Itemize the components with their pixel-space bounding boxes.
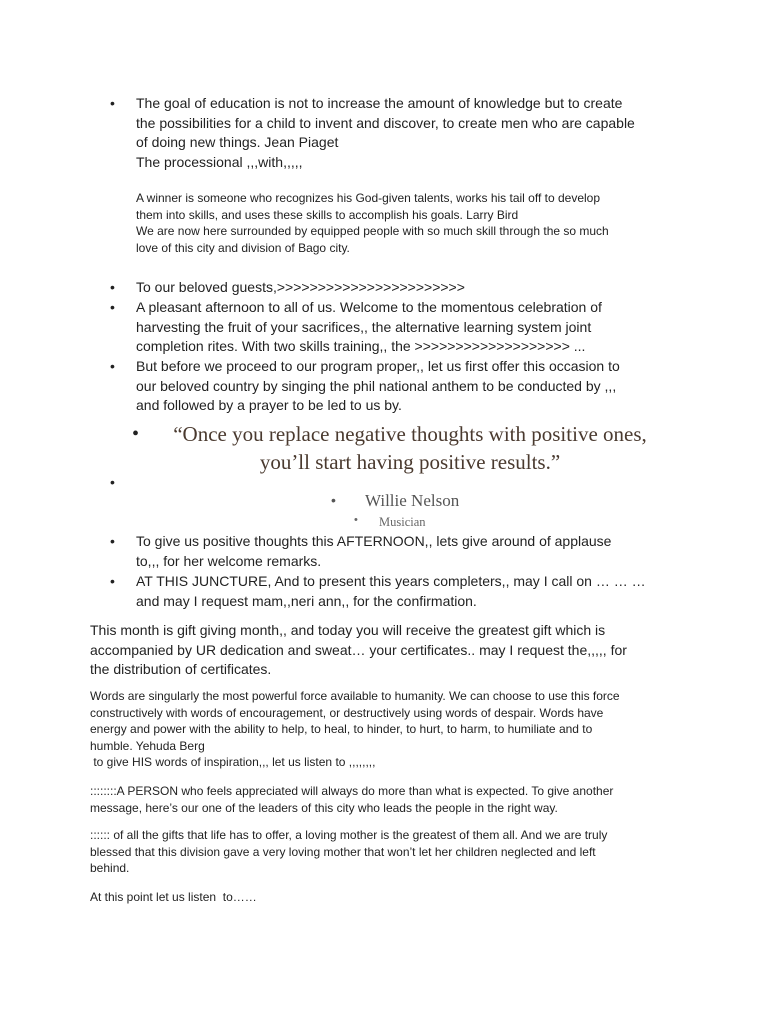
text-line: constructively with words of encouragement, or destructively using words of despair. Words have <box>90 705 604 720</box>
text-line: The processional ,,,with,,,,, <box>136 153 303 170</box>
text-line: • To our beloved guests,>>>>>>>>>>>>>>>>>>>>>>> <box>136 279 465 295</box>
nelson-quote <box>130 420 690 476</box>
text-line: blessed that this division gave a very loving mother that won’t let her children neglected and left <box>90 844 596 859</box>
quote-bullet-icon: • <box>132 423 140 445</box>
paragraph-listen: At this point let us listen to…… <box>90 890 257 904</box>
text-line: harvesting the fruit of your sacrifices,, the alternative learning system joint <box>136 318 592 335</box>
text-line: Words are singularly the most powerful force available to humanity. We can choose to use this force <box>90 689 620 703</box>
text-line: completion rites. With two skills training,, the >>>>>>>>>>>>>>>>>>> ... <box>136 338 586 354</box>
text-line: love of this city and division of Bago city. <box>136 240 350 255</box>
quote-author: Willie Nelson <box>365 491 460 510</box>
paragraph-appreciated <box>90 783 690 816</box>
text-line: • A pleasant afternoon to all of us. Welcome to the momentous celebration of <box>136 299 602 315</box>
list-item-proceed <box>136 357 696 416</box>
list-item-piaget <box>136 94 696 172</box>
text-line: • To give us positive thoughts this AFTERNOON,, lets give around of applause <box>136 533 612 549</box>
text-line: the possibilities for a child to invent and discover, to create men who are capable <box>136 114 635 131</box>
text-line: This month is gift giving month,, and today you will receive the greatest gift which is <box>90 622 606 638</box>
text-line: our beloved country by singing the phil national anthem to be conducted by ,,, <box>136 377 617 394</box>
text-line: them into skills, and uses these skills to accomplish his goals. Larry Bird <box>136 207 519 222</box>
list-item-positive <box>136 532 696 571</box>
text-line: We are now here surrounded by equipped people with so much skill through the so much <box>136 224 609 238</box>
list-item-guests <box>136 278 696 298</box>
list-item-juncture <box>136 572 696 611</box>
quote-line: you’ll start having positive results.” <box>259 450 561 474</box>
paragraph-gift <box>90 621 690 680</box>
text-line: and may I request mam,,neri ann,, for the confirmation. <box>136 592 477 609</box>
role-bullet-icon: • <box>354 514 358 526</box>
text-line: humble. Yehuda Berg <box>90 738 205 753</box>
empty-bullet-icon: • <box>110 474 115 490</box>
text-line: and followed by a prayer to be led to us by. <box>136 397 402 413</box>
text-line: to give HIS words of inspiration,,, let us listen to ,,,,,,,, <box>90 755 376 769</box>
list-item-pleasant <box>136 298 696 357</box>
paragraph-words <box>90 688 690 771</box>
text-line: the distribution of certificates. <box>90 661 272 677</box>
author-bullet-icon: • <box>331 492 336 508</box>
paragraph-mother <box>90 827 690 877</box>
text-line: • But before we proceed to our program proper,, let us first offer this occasion to <box>136 358 620 374</box>
text-line: of doing new things. Jean Piaget <box>136 134 339 150</box>
text-line: A winner is someone who recognizes his God-given talents, works his tail off to develop <box>136 191 601 205</box>
quote-author-role: Musician <box>379 515 426 529</box>
bird-quote-block <box>136 190 696 256</box>
text-line: • The goal of education is not to increase the amount of knowledge but to create <box>136 95 623 111</box>
text-line: ::::::::A PERSON who feels appreciated will always do more than what is expected. To give another <box>90 784 614 798</box>
text-line: to,,, for her welcome remarks. <box>136 552 322 569</box>
text-line: :::::: of all the gifts that life has to offer, a loving mother is the greatest of them all. And we are truly <box>90 828 608 842</box>
text-line: • AT THIS JUNCTURE, And to present this years completers,, may I call on … … … <box>136 573 646 589</box>
text-line: behind. <box>90 861 130 875</box>
text-line: energy and power with the ability to help, to heal, to hinder, to hurt, to harm, to humiliate and to <box>90 722 593 736</box>
text-line: message, here’s our one of the leaders of this city who leads the people in the right way. <box>90 800 558 815</box>
text-line: accompanied by UR dedication and sweat… your certificates.. may I request the,,,,, for <box>90 641 627 658</box>
quote-line: “Once you replace negative thoughts with positive ones, <box>173 422 647 446</box>
